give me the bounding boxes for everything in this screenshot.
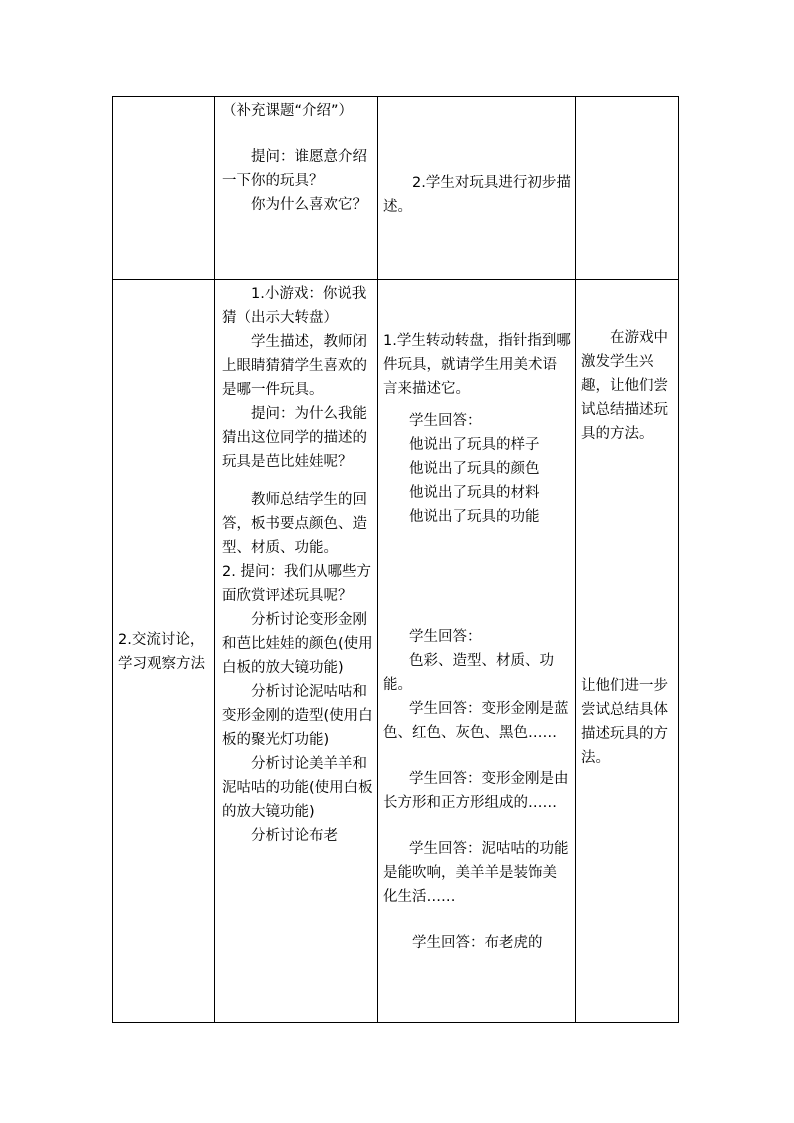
- student-answer-item: 他说出了玩具的功能: [409, 509, 540, 525]
- design-intent-cell-empty: [576, 97, 679, 280]
- student-answer-text: 学生回答：变形金刚是蓝色、红色、灰色、黑色……: [383, 701, 569, 741]
- student-answer-text: 学生回答：变形金刚是由长方形和正方形组成的……: [383, 771, 569, 811]
- teacher-activity-cell: [215, 280, 378, 1023]
- student-answer-item: 他说出了玩具的颜色: [409, 461, 540, 477]
- teacher-text: 学生描述，教师闭上眼睛猜猜学生喜欢的是哪一件玩具。: [222, 334, 367, 398]
- student-answer-head: 学生回答：: [409, 413, 482, 429]
- student-answer-text: 学生回答：布老虎的: [412, 935, 543, 951]
- question-text: 提问：为什么我能猜出这位同学的描述的玩具是芭比娃娃呢？: [222, 406, 367, 470]
- lesson-plan-table: [112, 96, 679, 1023]
- student-answer-text: 色彩、造型、材质、功能。: [383, 653, 554, 693]
- question-text: 2. 提问：我们从哪些方面欣赏评述玩具呢？: [222, 564, 371, 604]
- student-answer-head: 学生回答：: [409, 629, 482, 645]
- question-text: 你为什么喜欢它？: [251, 197, 367, 213]
- analysis-text: 分析讨论布老: [251, 828, 338, 844]
- question-text: 提问：谁愿意介绍一下你的玩具？: [222, 149, 367, 189]
- student-answer-item: 他说出了玩具的材料: [409, 485, 540, 501]
- design-intent-text: 让他们进一步尝试总结具体描述玩具的方法。: [581, 678, 668, 766]
- student-activity-text: 1.学生转动转盘，指针指到哪件玩具，就请学生用美术语言来描述它。: [383, 333, 571, 397]
- stage-cell-empty: [113, 97, 215, 280]
- supplement-text: （补充课题“介绍”）: [222, 103, 354, 119]
- design-intent-cell: [576, 280, 679, 1023]
- analysis-text: 分析讨论泥咕咕和变形金刚的造型(使用白板的聚光灯功能): [222, 684, 373, 748]
- teacher-activity-cell: [215, 97, 378, 280]
- design-intent-text: 在游戏中激发学生兴趣，让他们尝试总结描述玩具的方法。: [581, 330, 668, 442]
- table-row: [113, 97, 679, 280]
- teacher-summary-text: 教师总结学生的回答，板书要点颜色、造型、材质、功能。: [222, 492, 367, 556]
- student-activity-text: 2.学生对玩具进行初步描述。: [383, 175, 571, 215]
- student-activity-cell: [378, 97, 576, 280]
- analysis-text: 分析讨论美羊羊和泥咕咕的功能(使用白板的放大镜功能): [222, 756, 373, 820]
- game-intro-text: 1.小游戏：你说我猜（出示大转盘）: [222, 286, 367, 326]
- stage-cell: [113, 280, 215, 1023]
- student-answer-text: 学生回答：泥咕咕的功能是能吹响，美羊羊是装饰美化生活……: [383, 841, 569, 905]
- analysis-text: 分析讨论变形金刚和芭比娃娃的颜色(使用白板的放大镜功能): [222, 612, 373, 676]
- table-row: [113, 280, 679, 1023]
- student-answer-item: 他说出了玩具的样子: [409, 437, 540, 453]
- stage-title: 2.交流讨论，学习观察方法: [118, 632, 205, 672]
- student-activity-cell: [378, 280, 576, 1023]
